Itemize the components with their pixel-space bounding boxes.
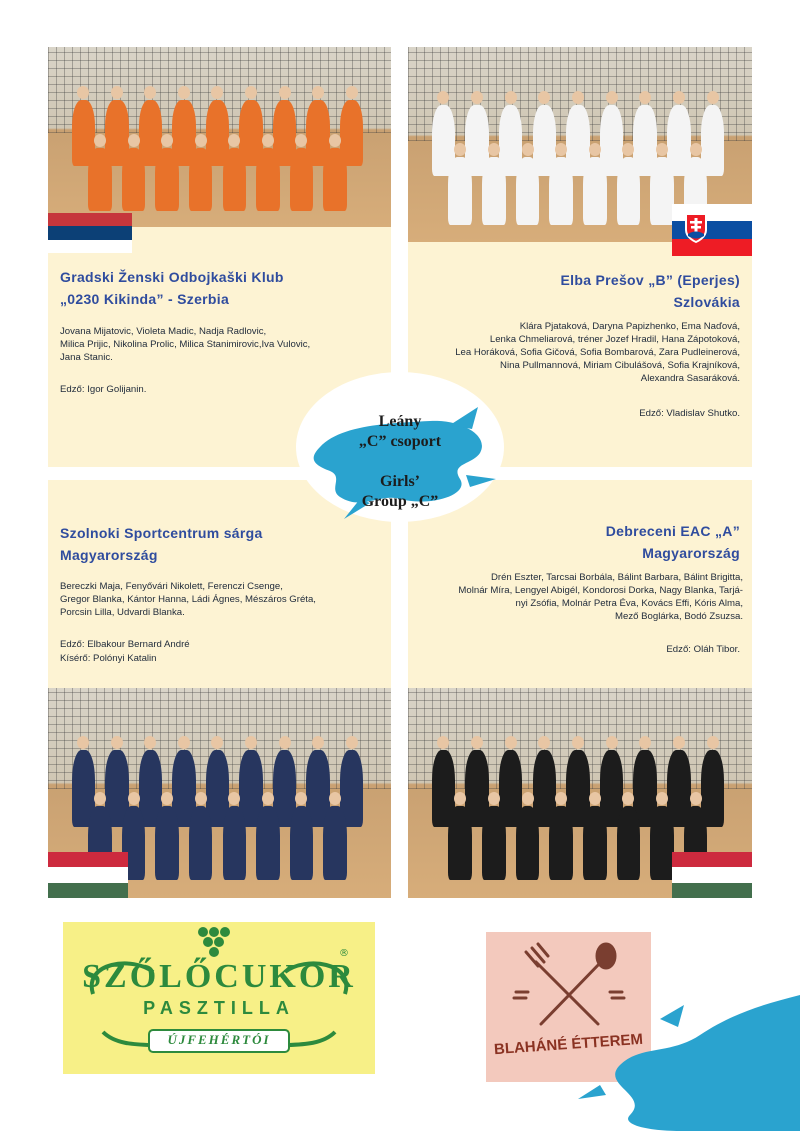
hungary-flag [48,852,128,898]
roster-line: Jana Stanic. [60,352,113,363]
player-figure [323,806,346,880]
serbia-flag [48,213,132,253]
team-title-kikinda [60,266,380,310]
group-label-line: „C” csoport [358,433,442,450]
player-figure [256,806,279,880]
team-title-debrecen [420,520,740,564]
roster-line: Drén Eszter, Tarcsai Borbála, Bálint Barbara, Bálint Brigitta, [490,572,743,583]
coach-szolnok [60,638,380,666]
roster-line: Klára Pjataková, Daryna Papizhenko, Ema Naďová, [519,321,740,332]
coach-kikinda: Edző: Igor Golijanin. [60,384,147,395]
player-figure [448,157,472,225]
registered-mark: ® [339,948,349,959]
team-roster-szolnok [60,580,385,619]
team-title-line: Szolnoki Sportcentrum sárga [60,525,263,541]
player-figure [223,806,246,880]
player-figure [448,806,472,880]
group-label-line: Group „C” [361,493,439,510]
team-title-line: Debreceni EAC „A” [605,523,740,539]
group-label-line: Leány [378,413,422,430]
group-label-hu [300,412,500,452]
player-figure [290,148,313,211]
hungary-flag [672,852,752,898]
slovakia-flag [672,204,752,256]
team-roster-debrecen [410,571,743,623]
player-figure [516,157,540,225]
team-photo-kikinda [48,47,391,227]
player-figure [482,806,506,880]
roster-line: Porcsin Lilla, Udvardi Blanka. [60,607,185,618]
player-figure [549,806,573,880]
roster-line: nyi Zsófia, Molnár Petra Éva, Kovács Effi, Kóris Alma, [515,598,743,609]
coach-line: Edző: Elbakour Bernard André [60,639,190,650]
team-title-line: Magyarország [642,545,740,561]
coach-debrecen: Edző: Oláh Tibor. [666,644,740,655]
roster-line: Nina Pullmannová, Miriam Cibulášová, Sofia Krajníková, [500,360,740,371]
player-figure [549,157,573,225]
player-figure [617,806,641,880]
roster-line: Bereczki Maja, Fenyővári Nikolett, Ferenczi Csenge, [60,581,283,592]
player-figure [122,148,145,211]
team-title-line: Gradski Ženski Odbojkaški Klub [60,269,284,285]
team-title-line: Elba Prešov „B” (Eperjes) [560,272,740,288]
player-figure [223,148,246,211]
player-figure [583,157,607,225]
team-title-line: Szlovákia [673,294,740,310]
player-figure [617,157,641,225]
team-roster-presov [410,320,740,385]
szolocukor-word: SZŐLŐCUKOR [82,958,356,995]
player-figure [650,157,674,225]
team-title-szolnok [60,522,380,566]
player-figure [155,806,178,880]
ujfeherto-word: ÚJFEHÉRTÓI [167,1032,271,1047]
escort-line: Kísérő: Polónyi Katalin [60,653,157,664]
player-figure [88,148,111,211]
player-figure [256,148,279,211]
team-roster-kikinda [60,325,380,364]
roster-line: Mező Boglárka, Bodó Zsuzsa. [615,611,743,622]
roster-line: Milica Prijic, Nikolina Prolic, Milica Stanimirovic,Iva Vulovic, [60,339,311,350]
roster-line: Lea Horáková, Sofia Gičová, Sofia Bombarová, Zara Pudleinerová, [455,347,740,358]
player-figure [583,806,607,880]
paint-splash-corner [560,975,800,1131]
player-figure [189,148,212,211]
blahane-name: BLAHÁNÉ ÉTTEREM [493,1030,644,1059]
player-figure [516,806,540,880]
team-title-line: „0230 Kikinda” - Szerbia [60,291,230,307]
player-figure [482,157,506,225]
team-title-presov [420,269,740,313]
pasztilla-word: PASZTILLA [143,998,295,1018]
roster-line: Gregor Blanka, Kántor Hanna, Ládi Ágnes, Mészáros Gréta, [60,594,316,605]
roster-line: Molnár Míra, Lengyel Abigél, Kondorosi Dorka, Nagy Blanka, Tarjá- [458,585,743,596]
roster-line: Alexandra Sasaráková. [640,373,740,384]
coach-presov: Edző: Vladislav Shutko. [639,408,740,419]
group-label-en [300,472,500,512]
player-figure [189,806,212,880]
player-figure [650,806,674,880]
player-figure [290,806,313,880]
team-title-line: Magyarország [60,547,158,563]
group-label-line: Girls’ [380,473,420,490]
roster-line: Lenka Chmeliarová, tréner Jozef Hradil, Hana Zápotoková, [489,334,740,345]
szolocukor-logo [63,922,375,1074]
roster-line: Jovana Mijatovic, Violeta Madic, Nadja Radlovic, [60,326,267,337]
player-figure [155,148,178,211]
player-figure [323,148,346,211]
